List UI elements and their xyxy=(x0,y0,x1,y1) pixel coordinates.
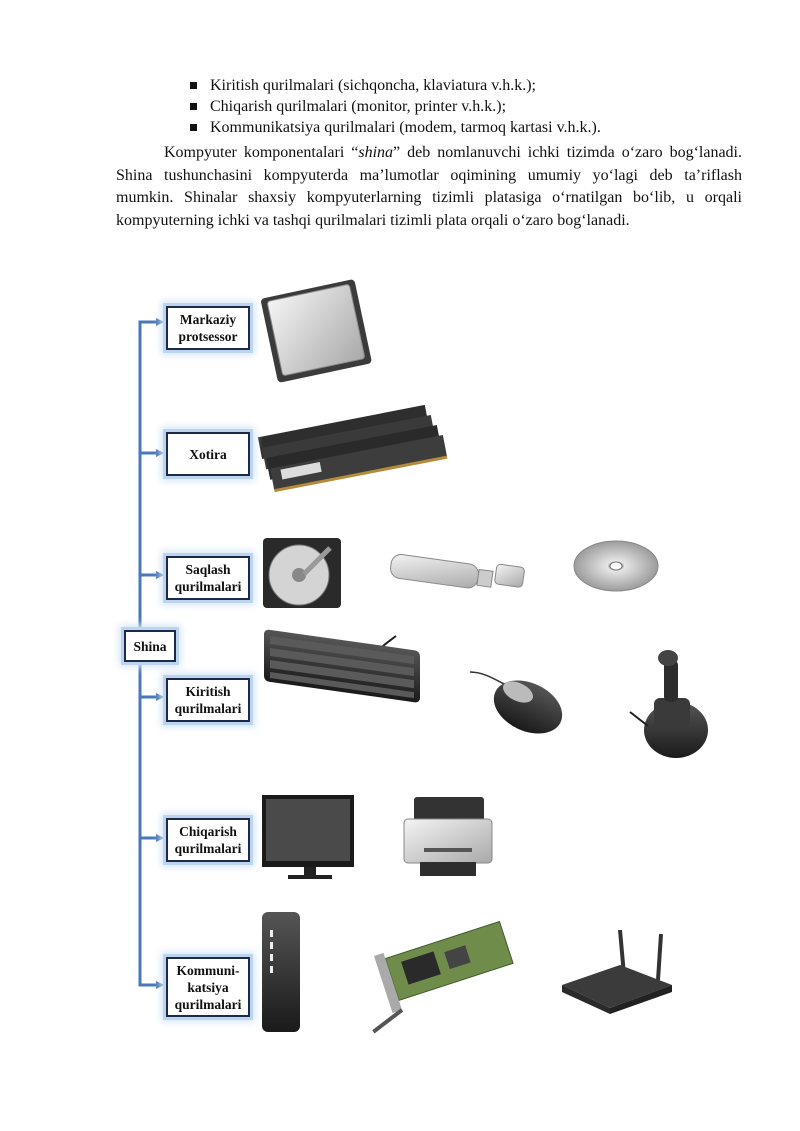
printer-image xyxy=(404,797,492,876)
ram-modules-image xyxy=(258,403,448,494)
term-shina: shina xyxy=(358,144,394,161)
bus-label: Shina xyxy=(133,638,167,654)
bullet-item-input: Kiritish qurilmalari (sichqoncha, klaviatura v.h.k.); xyxy=(188,75,748,96)
cpu-box xyxy=(166,306,250,350)
cpu-label-line1: Markaziy xyxy=(179,312,237,327)
memory-label: Xotira xyxy=(189,446,227,462)
output-box xyxy=(166,818,250,862)
storage-box xyxy=(166,556,250,600)
router-image xyxy=(562,930,672,1014)
bullet-item-output: Chiqarish qurilmalari (monitor, printer v.h.k.); xyxy=(188,96,748,117)
network-card-image xyxy=(351,916,520,1032)
output-label-line1: Chiqarish xyxy=(179,824,237,839)
hard-disk-image xyxy=(263,538,341,608)
input-label-line2: qurilmalari xyxy=(174,701,242,716)
cpu-chip-image xyxy=(260,279,372,383)
comm-box xyxy=(166,957,250,1017)
comm-label-line3: qurilmalari xyxy=(174,996,242,1012)
keyboard-image xyxy=(264,629,420,703)
monitor-image xyxy=(262,795,354,879)
storage-label-line2: qurilmalari xyxy=(174,579,242,594)
modem-image xyxy=(262,912,300,1032)
cpu-label-line2: protsessor xyxy=(178,329,238,344)
bus-paragraph: Kompyuter komponentalari “shina” deb nomlanuvchi ichki tizimda o‘zaro bog‘lanadi. Shina tushunchasini kompyuterda ma’lumotlar oqimining umumiy yo‘lagi deb ta’riflash mumkin. Shinalar shaxsiy kompyuterlarning tizimli platasiga o‘rnatilgan bo‘lib, u orqali kompyuterning ichki va tashqi qurilmalari tizimli plata orqali o‘zaro bog‘lanadi. xyxy=(116,144,742,229)
bullet-item-communication: Kommunikatsiya qurilmalari (modem, tarmoq kartasi v.h.k.). xyxy=(188,117,748,138)
comm-label-line1: Kommuni- xyxy=(176,962,240,978)
mouse-image xyxy=(470,670,571,744)
memory-box xyxy=(166,432,250,476)
output-label-line2: qurilmalari xyxy=(174,841,242,856)
usb-flash-image xyxy=(389,549,525,595)
storage-label-line1: Saqlash xyxy=(185,562,231,577)
input-box xyxy=(166,678,250,722)
bus-box xyxy=(124,630,176,662)
joystick-image xyxy=(630,650,708,758)
cd-disc-image xyxy=(574,541,658,591)
comm-label-line2: katsiya xyxy=(187,979,229,995)
input-label-line1: Kiritish xyxy=(185,684,231,699)
